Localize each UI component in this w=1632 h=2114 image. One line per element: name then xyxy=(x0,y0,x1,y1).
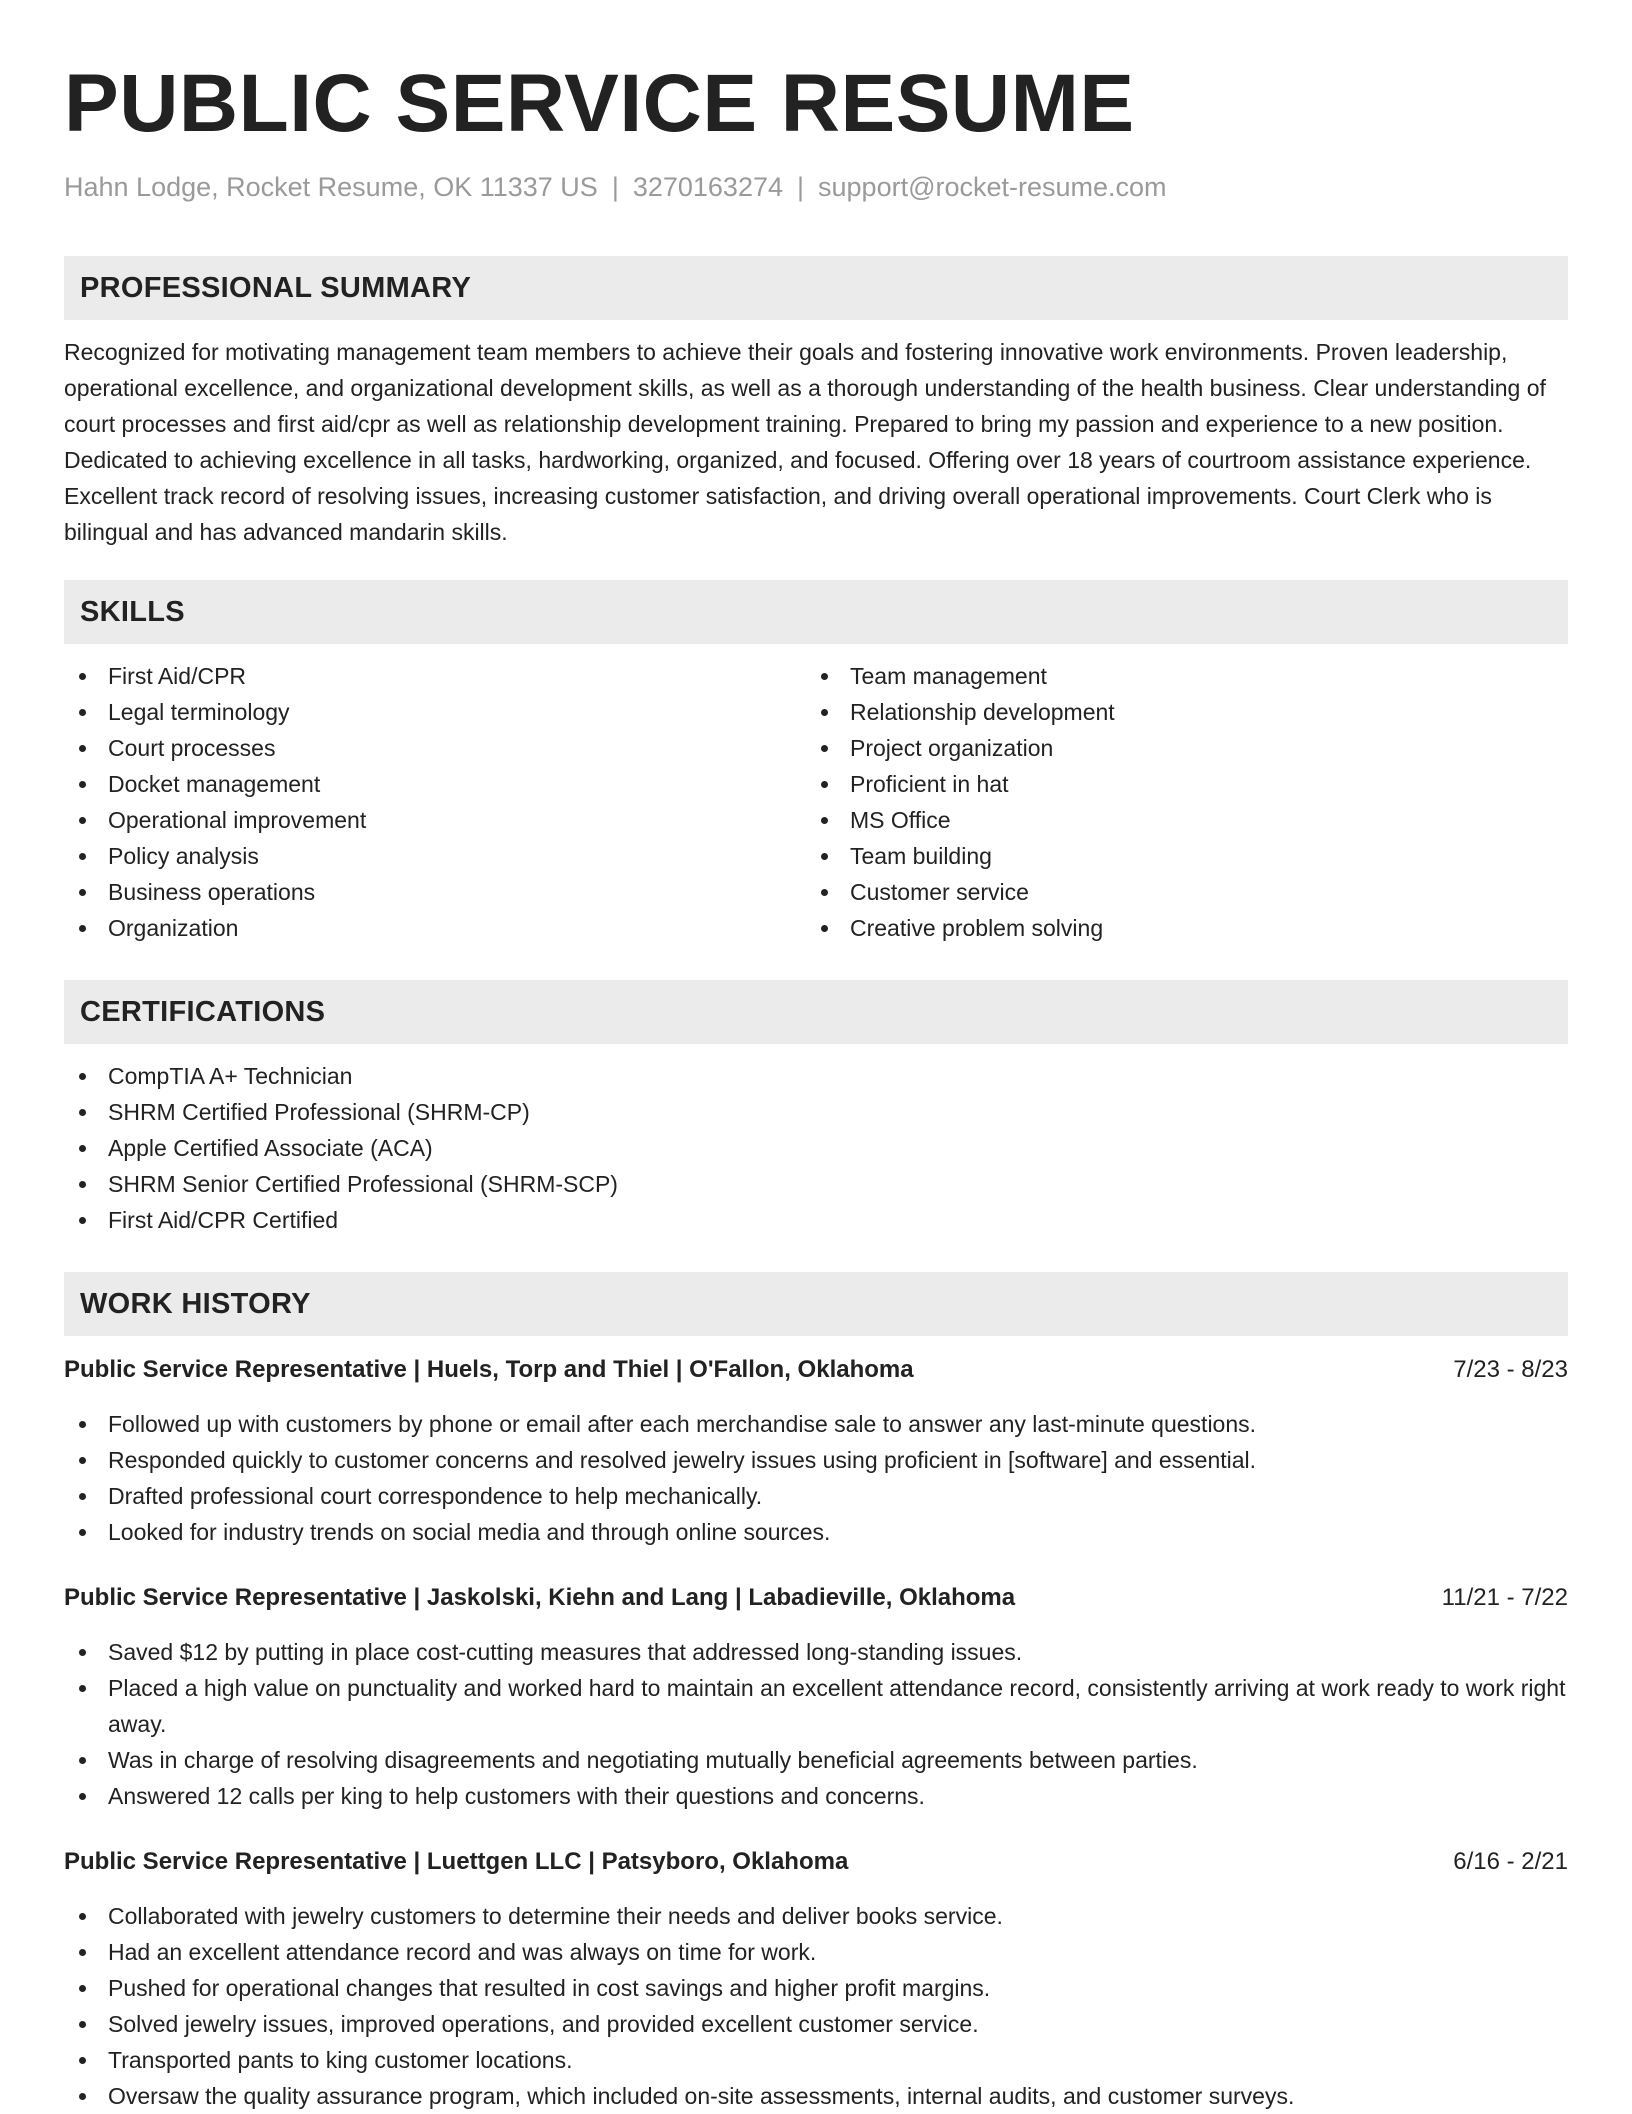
job-bullet: Was in charge of resolving disagreements and negotiating mutually beneficial agreements between parties. xyxy=(64,1742,1568,1778)
certification-item: SHRM Senior Certified Professional (SHRM-SCP) xyxy=(64,1166,1568,1202)
resume-title: PUBLIC SERVICE RESUME xyxy=(64,58,1135,149)
job-bullet: Placed a high value on punctuality and worked hard to maintain an excellent attendance record, consistently arriving at work ready to work right away. xyxy=(64,1670,1568,1742)
skill-item: Team building xyxy=(806,838,1548,874)
summary-heading: PROFESSIONAL SUMMARY xyxy=(64,256,1568,320)
contact-email: support@rocket-resume.com xyxy=(818,172,1167,202)
certifications-heading: CERTIFICATIONS xyxy=(64,980,1568,1044)
job-bullet: Oversaw the quality assurance program, which included on-site assessments, internal audits, and customer surveys. xyxy=(64,2078,1568,2114)
contact-phone: 3270163274 xyxy=(632,172,783,202)
skill-item: Project organization xyxy=(806,730,1548,766)
job-dates: 6/16 - 2/21 xyxy=(1453,1848,1568,1875)
job-entry xyxy=(64,1580,1568,1814)
resume-page xyxy=(64,0,1568,2114)
job-entry xyxy=(64,1352,1568,1550)
job-bullet: Followed up with customers by phone or email after each merchandise sale to answer any last-minute questions. xyxy=(64,1406,1568,1442)
skill-item: Creative problem solving xyxy=(806,910,1548,946)
job-bullet: Pushed for operational changes that resulted in cost savings and higher profit margins. xyxy=(64,1970,1568,2006)
summary-text: Recognized for motivating management team members to achieve their goals and fostering innovative work environments. Proven leadership, operational excellence, and organizational development skills, as well as a thorough understanding of the health business. Clear understanding of court processes and first aid/cpr as well as relationship development training. Prepared to bring my passion and experience to a new position. Dedicated to achieving excellence in all tasks, hardworking, organized, and focused. Offering over 18 years of courtroom assistance experience. Excellent track record of resolving issues, increasing customer satisfaction, and driving overall operational improvements. Court Clerk who is bilingual and has advanced mandarin skills. xyxy=(64,339,1546,545)
skill-item: Legal terminology xyxy=(64,694,806,730)
skills-heading: SKILLS xyxy=(64,580,1568,644)
contact-separator: | xyxy=(611,172,619,202)
certification-item: Apple Certified Associate (ACA) xyxy=(64,1130,1568,1166)
contact-line xyxy=(64,170,1568,204)
skill-item: Court processes xyxy=(64,730,806,766)
job-bullets xyxy=(64,1634,1568,1814)
job-title-row xyxy=(64,1352,1568,1388)
skill-item: Relationship development xyxy=(806,694,1548,730)
skills-columns xyxy=(64,658,1568,946)
skill-item: Policy analysis xyxy=(64,838,806,874)
certifications-list xyxy=(64,1058,1568,1238)
certification-item: First Aid/CPR Certified xyxy=(64,1202,1568,1238)
job-dates: 11/21 - 7/22 xyxy=(1441,1584,1568,1611)
skill-item: MS Office xyxy=(806,802,1548,838)
job-bullet: Looked for industry trends on social media and through online sources. xyxy=(64,1514,1568,1550)
job-bullet: Had an excellent attendance record and was always on time for work. xyxy=(64,1934,1568,1970)
job-bullets xyxy=(64,1898,1568,2114)
skills-list-right xyxy=(806,658,1548,946)
job-dates: 7/23 - 8/23 xyxy=(1453,1356,1568,1383)
skill-item: First Aid/CPR xyxy=(64,658,806,694)
job-bullet: Drafted professional court correspondence to help mechanically. xyxy=(64,1478,1568,1514)
job-entry xyxy=(64,1844,1568,2114)
job-bullet: Responded quickly to customer concerns and resolved jewelry issues using proficient in [software] and essential. xyxy=(64,1442,1568,1478)
job-bullet: Saved $12 by putting in place cost-cutting measures that addressed long-standing issues. xyxy=(64,1634,1568,1670)
job-title: Public Service Representative | Luettgen LLC | Patsyboro, Oklahoma xyxy=(64,1848,849,1875)
certification-item: CompTIA A+ Technician xyxy=(64,1058,1568,1094)
job-bullet: Collaborated with jewelry customers to determine their needs and deliver books service. xyxy=(64,1898,1568,1934)
skill-item: Operational improvement xyxy=(64,802,806,838)
job-bullet: Answered 12 calls per king to help customers with their questions and concerns. xyxy=(64,1778,1568,1814)
job-title: Public Service Representative | Huels, Torp and Thiel | O'Fallon, Oklahoma xyxy=(64,1356,914,1383)
certification-item: SHRM Certified Professional (SHRM-CP) xyxy=(64,1094,1568,1130)
contact-separator: | xyxy=(797,172,805,202)
work-history-heading: WORK HISTORY xyxy=(64,1272,1568,1336)
skill-item: Business operations xyxy=(64,874,806,910)
job-title: Public Service Representative | Jaskolski, Kiehn and Lang | Labadieville, Oklahoma xyxy=(64,1584,1016,1611)
job-bullet: Transported pants to king customer locations. xyxy=(64,2042,1568,2078)
job-title-row xyxy=(64,1580,1568,1616)
job-bullet: Solved jewelry issues, improved operations, and provided excellent customer service. xyxy=(64,2006,1568,2042)
contact-address: Hahn Lodge, Rocket Resume, OK 11337 US xyxy=(64,172,598,202)
job-bullets xyxy=(64,1406,1568,1550)
skills-list-left xyxy=(64,658,806,946)
job-title-row xyxy=(64,1844,1568,1880)
skill-item: Customer service xyxy=(806,874,1548,910)
skills-column-left xyxy=(64,658,806,946)
skill-item: Team management xyxy=(806,658,1548,694)
skills-column-right xyxy=(806,658,1548,946)
skill-item: Docket management xyxy=(64,766,806,802)
skill-item: Organization xyxy=(64,910,806,946)
skill-item: Proficient in hat xyxy=(806,766,1548,802)
